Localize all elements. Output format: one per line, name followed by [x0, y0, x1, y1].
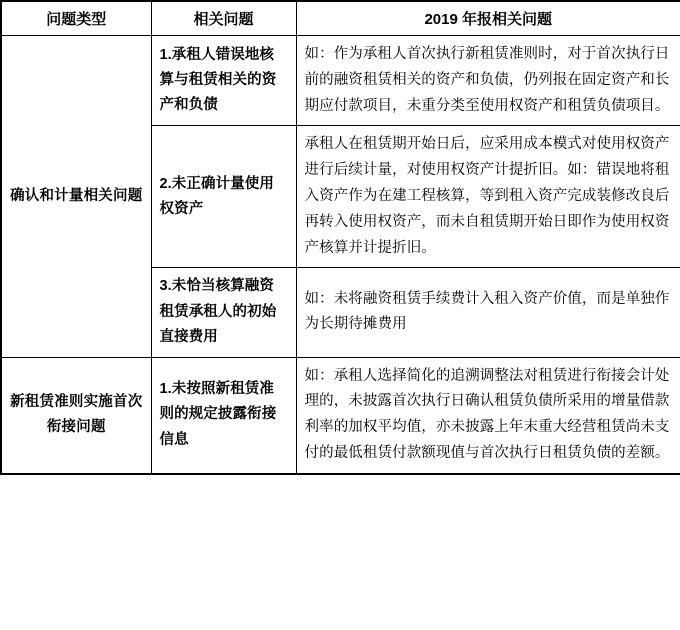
- detail-cell: 承租人在租赁期开始日后，应采用成本模式对使用权资产进行后续计量，对使用权资产计提折旧。如：错误地将租入资产作为在建工程核算，等到租入资产完成装修改良后再转入使用权资产，而未自租赁期开始日即作为使用权资产核算并计提折旧。: [296, 126, 680, 268]
- table-row: [1, 357, 680, 474]
- issue-cell: 1.未按照新租赁准则的规定披露衔接信息: [151, 357, 296, 474]
- issue-cell: 2.未正确计量使用权资产: [151, 126, 296, 268]
- issue-cell: 1.承租人错误地核算与租赁相关的资产和负债: [151, 36, 296, 126]
- table-header: [1, 1, 680, 36]
- category-cell-recognition-measurement: 确认和计量相关问题: [1, 36, 151, 358]
- table-row: [1, 36, 680, 126]
- header-cell-annual-report-issue: 2019 年报相关问题: [296, 1, 680, 36]
- detail-cell: 如：作为承租人首次执行新租赁准则时，对于首次执行日前的融资租赁相关的资产和负债，仍列报在固定资产和长期应付款项目，未重分类至使用权资产和租赁负债项目。: [296, 36, 680, 126]
- header-cell-related-issue: 相关问题: [151, 1, 296, 36]
- table-body: [1, 36, 680, 474]
- category-cell-first-time-adoption: 新租赁准则实施首次衔接问题: [1, 357, 151, 474]
- detail-cell: 如：承租人选择简化的追溯调整法对租赁进行衔接会计处理的，未披露首次执行日确认租赁负债所采用的增量借款利率的加权平均值，亦未披露上年末重大经营租赁尚未支付的最低租赁付款额现值与首次执行日租赁负债的差额。: [296, 357, 680, 474]
- table-header-row: [1, 1, 680, 36]
- issue-cell: 3.未恰当核算融资租赁承租人的初始直接费用: [151, 268, 296, 357]
- header-cell-issue-type: 问题类型: [1, 1, 151, 36]
- detail-cell: 如：未将融资租赁手续费计入租入资产价值，而是单独作为长期待摊费用: [296, 268, 680, 357]
